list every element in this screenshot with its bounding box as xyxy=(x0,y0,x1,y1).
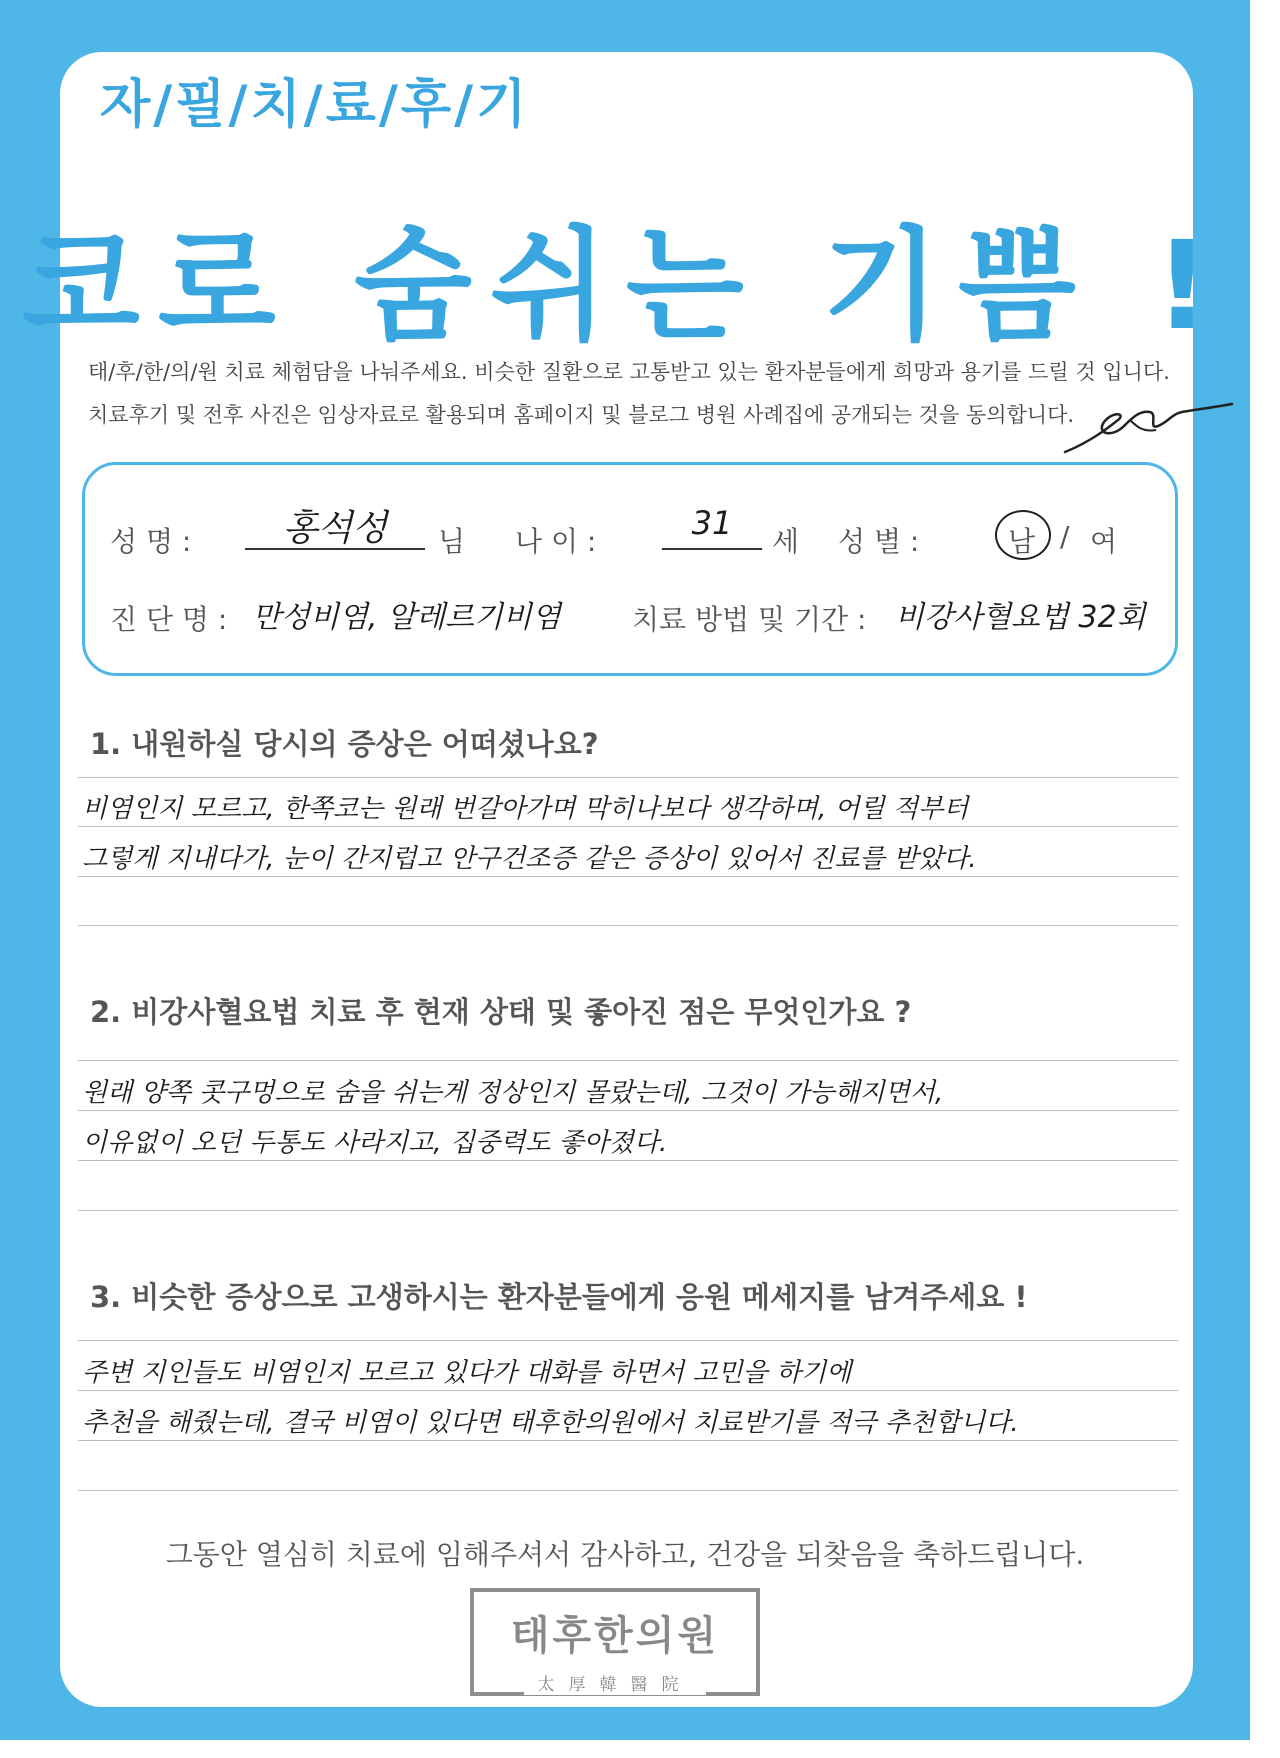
answer-2-line-2: 이유없이 오던 두통도 사라지고, 집중력도 좋아졌다. xyxy=(82,1128,668,1158)
intro-line-1: 태/후/한/의/원 치료 체험담을 나눠주세요. 비슷한 질환으로 고통받고 있는 환자분들에게 희망과 용기를 드릴 것 입니다. xyxy=(88,360,1170,384)
answer-3-line-1: 주변 지인들도 비염인지 모르고 있다가 대화를 하면서 고민을 하기에 xyxy=(82,1358,852,1388)
answer-rule xyxy=(78,925,1178,926)
clinic-name: 태후한의원 xyxy=(510,1613,720,1659)
clinic-logo xyxy=(470,1588,760,1696)
answer-rule xyxy=(78,876,1178,877)
method-field: 비강사혈요법 32회 xyxy=(895,600,1146,635)
question-3: 3. 비슷한 증상으로 고생하시는 환자분들에게 응원 메세지를 남겨주세요 ! xyxy=(90,1280,1028,1314)
answer-rule xyxy=(78,1390,1178,1391)
gender-male-option: 남 xyxy=(1008,525,1036,558)
form-type-title: 자/필/치/료/후/기 xyxy=(100,75,530,135)
age-field: 31 xyxy=(662,504,762,550)
age-label: 나 이 : xyxy=(515,525,597,558)
age-suffix: 세 xyxy=(772,525,800,558)
patient-info-box xyxy=(82,462,1178,676)
answer-3-line-2: 추천을 해줬는데, 결국 비염이 있다면 태후한의원에서 치료받기를 적극 추천합니다. xyxy=(82,1408,1019,1438)
gender-label: 성 별 : xyxy=(838,525,920,558)
answer-rule xyxy=(78,777,1178,778)
answer-rule xyxy=(78,1490,1178,1491)
answer-rule xyxy=(78,1210,1178,1211)
method-label: 치료 방법 및 기간 : xyxy=(632,603,867,636)
gender-female-option: 여 xyxy=(1090,525,1118,558)
page-title: 코로 숨쉬는 기쁨 ! xyxy=(21,215,1229,357)
answer-1-line-1: 비염인지 모르고, 한쪽코는 원래 번갈아가며 막히나보다 생각하며, 어릴 적부터 xyxy=(82,794,969,824)
name-field: 홍석성 xyxy=(245,500,425,550)
gender-separator: / xyxy=(1060,520,1070,553)
answer-rule xyxy=(78,826,1178,827)
answer-rule xyxy=(78,1060,1178,1061)
closing-message: 그동안 열심히 치료에 임해주셔서 감사하고, 건강을 되찾음을 축하드립니다. xyxy=(165,1538,1085,1571)
answer-2-line-1: 원래 양쪽 콧구멍으로 숨을 쉬는게 정상인지 몰랐는데, 그것이 가능해지면서, xyxy=(82,1078,944,1108)
question-2: 2. 비강사혈요법 치료 후 현재 상태 및 좋아진 점은 무엇인가요 ? xyxy=(90,995,912,1029)
diagnosis-field: 만성비염, 알레르기비염 xyxy=(252,600,561,635)
intro-line-2: 치료후기 및 전후 사진은 임상자료로 활용되며 홈페이지 및 블로그 병원 사례집에 공개되는 것을 동의합니다. xyxy=(88,403,1075,427)
clinic-hanja-name: 太厚韓醫院 xyxy=(524,1670,706,1695)
answer-1-line-2: 그렇게 지내다가, 눈이 간지럽고 안구건조증 같은 증상이 있어서 진료를 받았다. xyxy=(82,844,977,874)
answer-rule xyxy=(78,1340,1178,1341)
diagnosis-label: 진 단 명 : xyxy=(110,603,228,636)
answer-rule xyxy=(78,1160,1178,1161)
name-label: 성 명 : xyxy=(110,525,192,558)
question-1: 1. 내원하실 당시의 증상은 어떠셨나요? xyxy=(90,727,599,761)
answer-rule xyxy=(78,1440,1178,1441)
name-suffix: 님 xyxy=(438,525,466,558)
signature-mark xyxy=(1060,390,1240,470)
answer-rule xyxy=(78,1110,1178,1111)
